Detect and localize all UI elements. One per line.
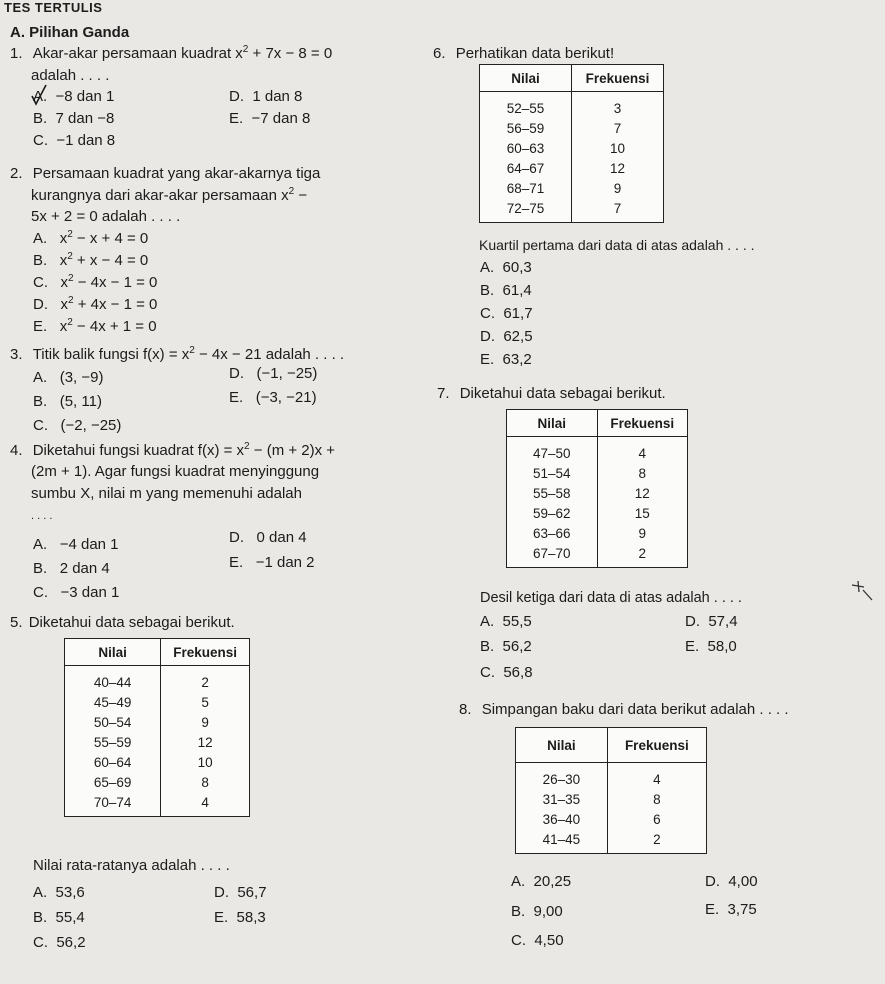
table-header-nilai: Nilai — [516, 728, 608, 763]
q1-stem — [10, 45, 332, 63]
q8-option-c[interactable]: C. 4,50 — [511, 932, 564, 949]
q6-option-a[interactable]: A. 60,3 — [480, 259, 532, 276]
q8-option-b[interactable]: B. 9,00 — [511, 903, 563, 920]
q4-text: Diketahui fungsi kuadrat $f(x) = x^2 - (m + 2)x$ + — [32, 441, 336, 459]
q2-stem-line2: kurangnya dari akar-akar persamaan $x^2$ − — [31, 186, 308, 204]
section-title: A. Pilihan Ganda — [10, 24, 130, 41]
q5-option-e[interactable]: E. 58,3 — [214, 909, 266, 926]
q5-option-d[interactable]: D. 56,7 — [214, 884, 267, 901]
table-row: 41–45 2 — [516, 829, 707, 854]
q4-option-a[interactable]: A. −4 dan 1 — [33, 536, 119, 553]
q5-option-a[interactable]: A. 53,6 — [33, 884, 85, 901]
q7-text: Diketahui data sebagai berikut. — [459, 385, 666, 402]
q3-option-a[interactable]: A. (3, −9) — [33, 369, 104, 386]
q4-option-b[interactable]: B. 2 dan 4 — [33, 560, 110, 577]
q7-stem — [437, 385, 666, 403]
q2-option-b[interactable]: B. $x^2 + x - 4 = 0$ — [33, 251, 149, 269]
q4-stem-line4: . . . . — [31, 510, 53, 522]
q7-option-d[interactable]: D. 57,4 — [685, 613, 738, 630]
q4-number: 4. — [10, 442, 23, 459]
q6-option-c[interactable]: C. 61,7 — [480, 305, 533, 322]
table-header-nilai: Nilai — [65, 639, 161, 666]
q7-option-c[interactable]: C. 56,8 — [480, 664, 533, 681]
q1-option-a[interactable]: A. −8 dan 1 — [33, 88, 115, 105]
q8-option-d[interactable]: D. 4,00 — [705, 873, 758, 890]
table-row: 64–67 12 — [480, 158, 664, 178]
q5-text: Diketahui data sebagai berikut. — [28, 614, 235, 631]
q3-option-d[interactable]: D. (−1, −25) — [229, 365, 318, 382]
q6-text: Perhatikan data berikut! — [455, 45, 615, 62]
table-header-frekuensi: Frekuensi — [607, 728, 706, 763]
table-row: 55–59 12 — [65, 732, 250, 752]
q4-stem-line3: sumbu X, nilai m yang memenuhi adalah — [31, 485, 302, 502]
q1-option-e[interactable]: E. −7 dan 8 — [229, 110, 311, 127]
q8-option-a[interactable]: A. 20,25 — [511, 873, 572, 890]
table-row: 60–63 10 — [480, 138, 664, 158]
q4-stem-line2: (2m + 1). Agar fungsi kuadrat menyinggung — [31, 463, 320, 480]
q6-option-e[interactable]: E. 63,2 — [480, 351, 532, 368]
q2-text: Persamaan kuadrat yang akar-akarnya tiga — [32, 165, 321, 182]
q7-frequency-table — [506, 409, 688, 568]
q6-stem — [433, 45, 614, 63]
q8-option-e[interactable]: E. 3,75 — [705, 901, 757, 918]
q1-option-c[interactable]: C. −1 dan 8 — [33, 132, 116, 149]
q3-option-e[interactable]: E. (−3, −21) — [229, 389, 317, 406]
q7-question: Desil ketiga dari data di atas adalah . . . . — [480, 590, 742, 606]
table-row: 63–66 9 — [507, 523, 688, 543]
table-row: 68–71 9 — [480, 178, 664, 198]
table-row: 40–44 2 — [65, 666, 250, 693]
q2-stem-line3: 5x + 2 = 0 adalah . . . . — [31, 208, 181, 225]
q3-option-b[interactable]: B. (5, 11) — [33, 393, 102, 410]
table-row: 26–30 4 — [516, 763, 707, 790]
q8-text: Simpangan baku dari data berikut adalah . . . . — [481, 701, 789, 718]
q2-option-a[interactable]: A. $x^2 - x + 4 = 0$ — [33, 229, 149, 247]
q4-option-e[interactable]: E. −1 dan 2 — [229, 554, 315, 571]
q2-option-c[interactable]: C. $x^2 - 4x - 1 = 0$ — [33, 273, 158, 291]
table-header-frekuensi: Frekuensi — [572, 65, 664, 92]
table-row: 50–54 9 — [65, 712, 250, 732]
table-header-nilai: Nilai — [507, 410, 598, 437]
q8-frequency-table — [515, 727, 707, 854]
table-row: 51–54 8 — [507, 463, 688, 483]
q1-option-b[interactable]: B. 7 dan −8 — [33, 110, 115, 127]
q3-number: 3. — [10, 346, 23, 363]
q5-frequency-table — [64, 638, 250, 817]
q6-question: Kuartil pertama dari data di atas adalah . . . . — [479, 237, 755, 253]
q8-number: 8. — [459, 701, 472, 718]
q4-option-d[interactable]: D. 0 dan 4 — [229, 529, 307, 546]
q7-option-e[interactable]: E. 58,0 — [685, 638, 737, 655]
table-row: 47–50 4 — [507, 437, 688, 464]
q8-stem — [459, 701, 789, 719]
q6-frequency-table — [479, 64, 664, 223]
answer-check-mark-icon — [31, 84, 47, 111]
q4-option-c[interactable]: C. −3 dan 1 — [33, 584, 120, 601]
q1-text: Akar-akar persamaan kuadrat $x^2 + 7x - 8 = 0$ — [32, 44, 333, 62]
q3-stem — [10, 346, 344, 364]
q5-question: Nilai rata-ratanya adalah . . . . — [33, 857, 230, 874]
table-row: 70–74 4 — [65, 792, 250, 817]
table-row: 60–64 10 — [65, 752, 250, 772]
q6-option-d[interactable]: D. 62,5 — [480, 328, 533, 345]
q2-option-d[interactable]: D. $x^2 + 4x - 1 = 0$ — [33, 295, 158, 313]
q7-option-b[interactable]: B. 56,2 — [480, 638, 532, 655]
q7-number: 7. — [437, 385, 450, 402]
q1-stem-line2: adalah . . . . — [31, 67, 110, 84]
q5-number: 5. — [10, 614, 23, 631]
q2-stem — [10, 165, 320, 183]
q1-option-d[interactable]: D. 1 dan 8 — [229, 88, 303, 105]
q6-number: 6. — [433, 45, 446, 62]
q5-stem — [10, 614, 235, 632]
q3-option-c[interactable]: C. (−2, −25) — [33, 417, 122, 434]
q4-stem — [10, 442, 335, 460]
table-row: 36–40 6 — [516, 809, 707, 829]
star-doodle-icon — [850, 578, 874, 607]
q2-number: 2. — [10, 165, 23, 182]
q7-option-a[interactable]: A. 55,5 — [480, 613, 532, 630]
q5-option-c[interactable]: C. 56,2 — [33, 934, 86, 951]
table-row: 52–55 3 — [480, 92, 664, 119]
table-row: 31–35 8 — [516, 789, 707, 809]
table-row: 45–49 5 — [65, 692, 250, 712]
table-row: 59–62 15 — [507, 503, 688, 523]
page-header: TES TERTULIS — [4, 0, 103, 15]
q3-text: Titik balik fungsi $f(x) = x^2 - 4x - 21$ adalah . . . . — [32, 345, 345, 363]
table-row: 67–70 2 — [507, 543, 688, 568]
table-header-frekuensi: Frekuensi — [597, 410, 688, 437]
table-row: 72–75 7 — [480, 198, 664, 223]
table-row: 56–59 7 — [480, 118, 664, 138]
table-row: 55–58 12 — [507, 483, 688, 503]
table-header-frekuensi: Frekuensi — [161, 639, 250, 666]
q1-number: 1. — [10, 45, 23, 62]
q5-option-b[interactable]: B. 55,4 — [33, 909, 85, 926]
q6-option-b[interactable]: B. 61,4 — [480, 282, 532, 299]
table-header-nilai: Nilai — [480, 65, 572, 92]
q2-option-e[interactable]: E. $x^2 - 4x + 1 = 0$ — [33, 317, 157, 335]
table-row: 65–69 8 — [65, 772, 250, 792]
